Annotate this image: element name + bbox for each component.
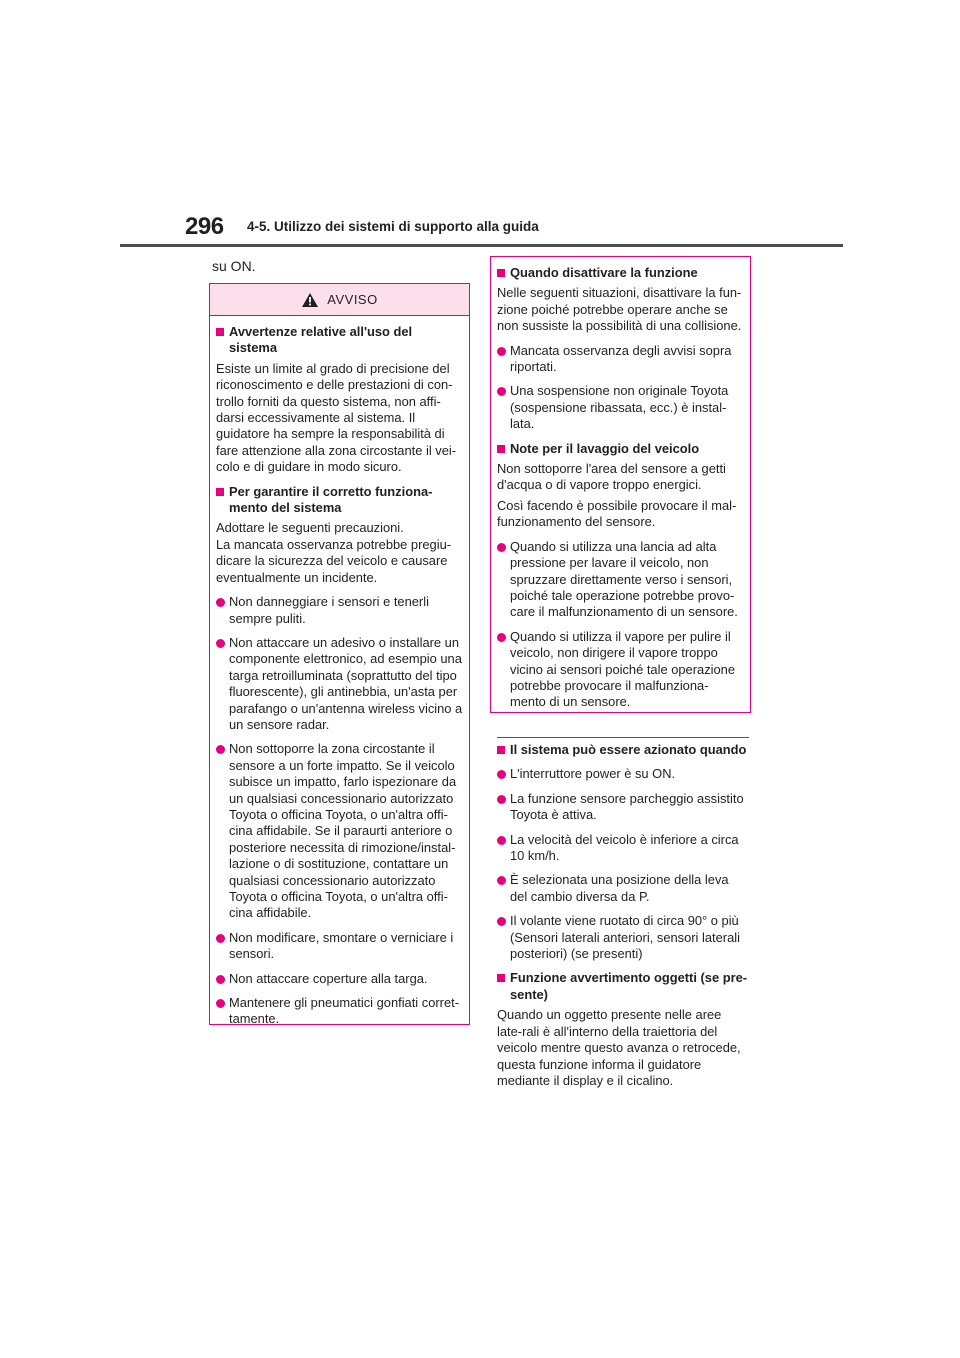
- list-item: Il volante viene ruotato di circa 90° o più (Sensori laterali anteriori, sensori laterali posteriori) (se presenti): [497, 913, 749, 962]
- avviso-header: [210, 284, 469, 316]
- bullet-dot-icon: [497, 387, 506, 396]
- square-bullet-icon: [497, 269, 505, 277]
- heading-text: Quando disattivare la funzione: [510, 265, 698, 280]
- list-item: Non modificare, smontare o verniciare i sensori.: [216, 930, 463, 963]
- bullet-dot-icon: [497, 917, 506, 926]
- section-heading: [497, 265, 744, 281]
- bullet-dot-icon: [497, 543, 506, 552]
- list-item: Mantenere gli pneumatici gonfiati corret-tamente.: [216, 995, 463, 1028]
- heading-text: Per garantire il corretto funziona-mento del sistema: [229, 483, 433, 516]
- list-item: L'interruttore power è su ON.: [497, 766, 749, 782]
- list-item: Non attaccare coperture alla targa.: [216, 971, 463, 987]
- section-heading: [497, 441, 744, 457]
- bullet-dot-icon: [216, 975, 225, 984]
- left-column: [212, 258, 470, 274]
- avviso-body: [210, 316, 469, 1044]
- operation-section: [497, 737, 749, 1089]
- bullet-dot-icon: [216, 598, 225, 607]
- paragraph: Così facendo è possibile provocare il mal-funzionamento del sensore.: [497, 497, 737, 530]
- square-bullet-icon: [216, 328, 224, 336]
- paragraph: Quando un oggetto presente nelle aree late-rali è all'interno della traiettoria del veicolo mentre questo avanza o retrocede, questa funzione informa il guidatore mediante il display e il cicalino.: [497, 1007, 741, 1088]
- avviso-box: [209, 283, 470, 1025]
- paragraph: Nelle seguenti situazioni, disattivare la fun-zione poiché potrebbe operare anche se non sussiste la possibilità di una collisione.: [497, 285, 742, 334]
- page-number: 296: [185, 213, 224, 240]
- list-item: Non attaccare un adesivo o installare un componente elettronico, ad esempio una targa retroilluminata (soprattutto del tipo fluorescente), gli antinebbia, un'asta per parafango o un'antenna wireless vicino a un sensore radar.: [216, 635, 463, 733]
- heading-text: Note per il lavaggio del veicolo: [510, 440, 700, 456]
- bullet-dot-icon: [216, 745, 225, 754]
- list-item: È selezionata una posizione della leva del cambio diversa da P.: [497, 872, 749, 905]
- bullet-dot-icon: [216, 999, 225, 1008]
- bullet-dot-icon: [216, 934, 225, 943]
- section-rule: [497, 737, 749, 738]
- notes-body: [491, 257, 750, 727]
- list-item: Non danneggiare i sensori e tenerli sempre puliti.: [216, 594, 463, 627]
- bullet-dot-icon: [497, 770, 506, 779]
- section-title: 4-5. Utilizzo dei sistemi di supporto alla guida: [247, 219, 539, 234]
- bullet-dot-icon: [216, 639, 225, 648]
- list-item: La velocità del veicolo è inferiore a circa 10 km/h.: [497, 832, 749, 865]
- heading-text: Avvertenze relative all'uso del sistema: [229, 324, 413, 356]
- section-heading: [216, 484, 463, 517]
- bullet-dot-icon: [497, 836, 506, 845]
- paragraph: La mancata osservanza potrebbe pregiu-dicare la sicurezza del veicolo e causare eventualmente un incidente.: [216, 536, 452, 585]
- list-item: Non sottoporre la zona circostante il sensore a un forte impatto. Se il veicolo subisce un impatto, farlo ispezionare da un qualsiasi concessionario autorizzato Toyota o officina Toyota, o un'altra offi-cina affidabile. Se il paraurti anteriore o posteriore necessita di rimozione/instal-lazione o di sostituzione, contattare un qualsiasi concessionario autorizzato Toyota o officina Toyota, o un'altra offi-cina affidabile.: [216, 741, 463, 921]
- bullet-dot-icon: [497, 633, 506, 642]
- section-heading: [497, 742, 749, 758]
- list-item: La funzione sensore parcheggio assistito Toyota è attiva.: [497, 791, 749, 824]
- list-item: Quando si utilizza una lancia ad alta pressione per lavare il veicolo, non spruzzare direttamente verso i sensori, poiché tale operazione potrebbe provo-care il malfunzionamento di un sensore.: [497, 539, 744, 621]
- bullet-dot-icon: [497, 347, 506, 356]
- square-bullet-icon: [497, 746, 505, 754]
- paragraph: Adottare le seguenti precauzioni.: [216, 520, 404, 536]
- square-bullet-icon: [497, 974, 505, 982]
- square-bullet-icon: [497, 445, 505, 453]
- avviso-title: AVVISO: [327, 292, 378, 307]
- bullet-dot-icon: [497, 876, 506, 885]
- list-item: Una sospensione non originale Toyota (sospensione ribassata, ecc.) è instal-lata.: [497, 383, 744, 432]
- continued-text: su ON.: [212, 258, 256, 274]
- section-heading: [216, 324, 463, 357]
- heading-text: Il sistema può essere azionato quando: [510, 742, 747, 757]
- notes-box: [490, 256, 751, 713]
- section-heading: [497, 970, 749, 1003]
- warning-icon: [301, 292, 319, 308]
- heading-text: Funzione avvertimento oggetti (se pre-sente): [510, 970, 748, 1002]
- bullet-dot-icon: [497, 795, 506, 804]
- paragraph: Esiste un limite al grado di precisione del riconoscimento e delle prestazioni di con-trollo forniti da questo sistema, non affi-darsi eccessivamente al sistema. Il guidatore ha sempre la responsabilità di fare attenzione alla zona circostante il vei-colo e di guidare in modo sicuro.: [216, 360, 457, 475]
- list-item: Mancata osservanza degli avvisi sopra riportati.: [497, 343, 744, 376]
- list-item: Quando si utilizza il vapore per pulire il veicolo, non dirigere il vapore troppo vicino ai sensori poiché tale operazione potrebbe provocare il malfunziona-mento di un sensore.: [497, 629, 744, 711]
- square-bullet-icon: [216, 488, 224, 496]
- paragraph: Non sottoporre l'area del sensore a getti d'acqua o di vapore troppo energici.: [497, 461, 726, 493]
- header-rule: [120, 244, 843, 247]
